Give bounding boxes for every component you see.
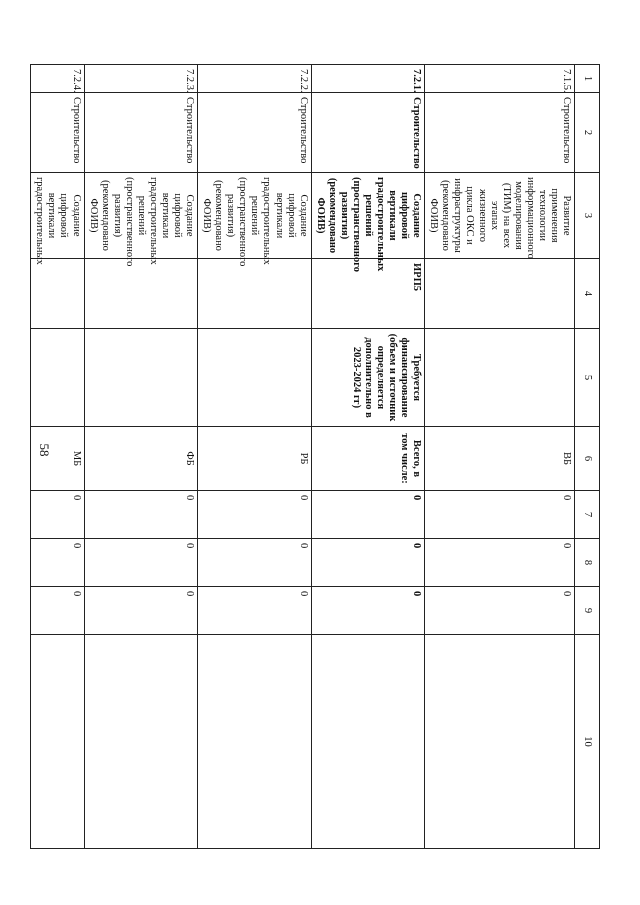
sector-cell: Строительство xyxy=(31,93,84,173)
table-row xyxy=(84,65,198,849)
financing-note-cell xyxy=(425,329,575,427)
note-cell xyxy=(425,635,575,849)
plan-table xyxy=(30,64,600,849)
value-cell: 0 xyxy=(84,587,198,635)
indicator-cell xyxy=(31,259,84,329)
column-header: 4 xyxy=(575,259,600,329)
column-header: 3 xyxy=(575,173,600,259)
value-cell: 0 xyxy=(31,539,84,587)
row-number: 7.2.1. xyxy=(311,65,425,93)
budget-source-cell: ФБ xyxy=(84,427,198,491)
sector-cell: Строительство xyxy=(311,93,425,173)
indicator-cell xyxy=(425,259,575,329)
indicator-cell xyxy=(84,259,198,329)
note-cell xyxy=(311,635,425,849)
budget-source-cell: РБ xyxy=(198,427,312,491)
financing-note-cell xyxy=(84,329,198,427)
value-cell: 0 xyxy=(84,539,198,587)
value-cell: 0 xyxy=(31,491,84,539)
note-cell xyxy=(84,635,198,849)
column-header: 2 xyxy=(575,93,600,173)
indicator-cell: ИРП5 xyxy=(311,259,425,329)
column-header: 1 xyxy=(575,65,600,93)
table-row xyxy=(311,65,425,849)
column-header: 6 xyxy=(575,427,600,491)
value-cell: 0 xyxy=(425,587,575,635)
column-header: 7 xyxy=(575,491,600,539)
budget-source-cell: ВБ xyxy=(425,427,575,491)
measure-cell: Создание цифровой вертикали градостроительных решений (пространственного развития) (рекомендовано ФОИВ) xyxy=(311,173,425,259)
column-header: 5 xyxy=(575,329,600,427)
row-number: 7.2.4. xyxy=(31,65,84,93)
value-cell: 0 xyxy=(198,587,312,635)
measure-cell: Развитие применения технологии информационного моделирования (ТИМ) на всех этапах жизненного цикла ОКС и инфраструктуры (рекомендовано ФОИВ) xyxy=(425,173,575,259)
measure-cell: Создание цифровой вертикали градостроительных xyxy=(31,173,84,259)
budget-source-cell: Всего, в том числе: xyxy=(311,427,425,491)
row-number: 7.2.2. xyxy=(198,65,312,93)
financing-note-cell: Требуется финансирование (объем и источник определяется дополнительно в 2023-2024 гг) xyxy=(311,329,425,427)
measure-cell: Создание цифровой вертикали градостроительных решений (пространственного развития) (рекомендовано ФОИВ) xyxy=(84,173,198,259)
value-cell: 0 xyxy=(311,491,425,539)
measure-cell: Создание цифровой вертикали градостроительных решений (пространственного развития) (рекомендовано ФОИВ) xyxy=(198,173,312,259)
sector-cell: Строительство xyxy=(425,93,575,173)
table-row xyxy=(198,65,312,849)
row-number: 7.2.3. xyxy=(84,65,198,93)
page-number: 58 xyxy=(37,443,52,457)
table-row xyxy=(31,65,84,849)
column-header: 10 xyxy=(575,635,600,849)
financing-note-cell xyxy=(31,329,84,427)
value-cell: 0 xyxy=(425,491,575,539)
financing-note-cell xyxy=(198,329,312,427)
value-cell: 0 xyxy=(198,491,312,539)
value-cell: 0 xyxy=(84,491,198,539)
row-number: 7.1.5. xyxy=(425,65,575,93)
note-cell xyxy=(198,635,312,849)
value-cell: 0 xyxy=(425,539,575,587)
sector-cell: Строительство xyxy=(198,93,312,173)
budget-source-cell: МБ xyxy=(31,427,84,491)
note-cell xyxy=(31,635,84,849)
value-cell: 0 xyxy=(31,587,84,635)
value-cell: 0 xyxy=(311,539,425,587)
header-row xyxy=(575,65,600,849)
value-cell: 0 xyxy=(198,539,312,587)
column-header: 8 xyxy=(575,539,600,587)
indicator-cell xyxy=(198,259,312,329)
value-cell: 0 xyxy=(311,587,425,635)
sector-cell: Строительство xyxy=(84,93,198,173)
table-row xyxy=(425,65,575,849)
column-header: 9 xyxy=(575,587,600,635)
